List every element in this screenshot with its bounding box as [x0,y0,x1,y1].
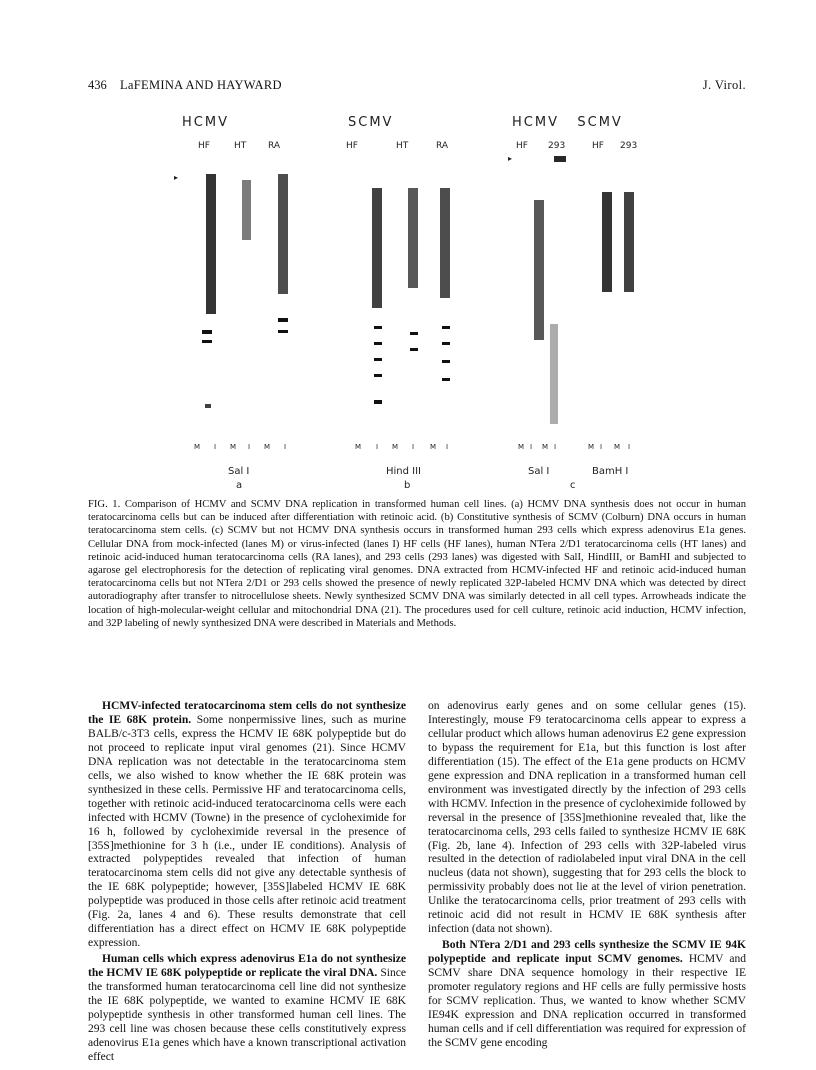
panel-b-marker-6: I [446,443,449,451]
panel-c-enzyme-2: BamH I [592,466,629,477]
panel-a-marker-5: M [264,443,271,451]
panel-c-letter: c [570,480,576,491]
panel-b-lane-ra: RA [436,141,449,151]
panel-a-bands [202,174,288,408]
right-column [428,700,746,1053]
panel-b-marker-4: I [412,443,415,451]
panel-c-marker-2: I [530,443,533,451]
panel-c-lane-293-2: 293 [620,141,638,151]
paragraph-text: HCMV and SCMV share DNA sequence homology in their respective IE promoter regulatory regions and HF cells are fully permissive hosts for SCMV replication. Thus, we wanted to know whether SCMV IE94K expression and DNA replication occurred in transformed human cells and if cell differentiation was required for expression of the SCMV gene encoding [428,953,747,1049]
panel-c-marker-3: M [542,443,549,451]
panel-a-marker-2: I [214,443,217,451]
panel-c-marker-7: M [614,443,621,451]
panel-c-bands [534,156,634,424]
panel-c-lane-293-1: 293 [548,141,566,151]
running-authors: LaFEMINA AND HAYWARD [120,78,282,92]
panel-a-virus-label: HCMV [182,115,229,130]
panel-a-arrowhead: ▸ [174,173,179,182]
panel-a-marker-4: I [248,443,251,451]
panel-b-marker-5: M [430,443,437,451]
panel-b-marker-3: M [392,443,399,451]
section-heading: Human cells which express adenovirus E1a do not synthesize the HCMV IE 68K polypeptide or replicate the viral DNA. [88,953,406,980]
journal-name: J. Virol. [702,78,746,92]
panel-b-letter: b [404,480,411,491]
gel-figure [150,104,670,494]
paragraph [88,700,406,951]
paragraph-text: Some nonpermissive lines, such as murine BALB/c-3T3 cells, express the HCMV IE 68K polypeptide but do not proceed to replicate input viral genomes (21). Since HCMV DNA replication was not detectable in the teratocarcinoma stem cells, we also wished to know whether the IE 68K protein was synthesized in these cells. Permissive HF and teratocarcinoma cells, together with retinoic acid-induced teratocarcinoma cells were each infected with HCMV (Towne) in the presence of cycloheximide for 16 h, followed by cycloheximide reversal in the presence of [35S]methionine for 3 h (i.e., under IE conditions). Analysis of extracted polypeptides revealed that infection of human teratocarcinoma stem cells did not give any detectable synthesis of the IE 68K polypeptide; however, [35S]labeled HCMV IE 68K polypeptide was produced in those cells after retinoic acid treatment (Fig. 2a, lanes 4 and 6). These results demonstrate that cell differentiation has a direct effect on HCMV IE 68K polypeptide expression. [88,713,407,950]
panel-a-marker-3: M [230,443,237,451]
paragraph-text: Since the transformed human teratocarcinoma cell line did not synthesize the IE 68K polypeptide, we wanted to examine HCMV IE 68K polypeptide synthesis in other transformed human cell lines. The 293 cell line was chosen because these cells constitutively express adenovirus E1a genes which have a known transcriptional activation effect [88,967,406,1063]
section-heading: Both NTera 2/D1 and 293 cells synthesize the SCMV IE 94K polypeptide and replicate input SCMV genomes. [428,939,746,966]
panel-a-marker-1: M [194,443,201,451]
panel-c-marker-1: M [518,443,525,451]
panel-b-marker-1: M [355,443,362,451]
left-column [88,700,406,1067]
panel-c-enzyme-1: Sal I [528,466,550,477]
panel-b-marker-2: I [376,443,379,451]
panel-c-marker-4: I [554,443,557,451]
panel-c-marker-8: I [628,443,631,451]
paragraph [428,939,746,1051]
panel-c-lane-hf-1: HF [516,141,528,151]
panel-a-marker-6: I [284,443,287,451]
gel-autoradiograph [150,104,670,494]
panel-c-lane-hf-2: HF [592,141,604,151]
panel-a-lane-ht: HT [234,141,247,151]
panel-b-lane-ht: HT [396,141,409,151]
figure-caption: FIG. 1. Comparison of HCMV and SCMV DNA replication in transformed human cell lines. (a) HCMV DNA synthesis does not occur in human teratocarcinoma cells but can be induced after differentiation with retinoic acid. (b) Constitutive synthesis of SCMV (Colburn) DNA occurs in human teratocarcinoma stem cells. (c) SCMV but not HCMV DNA synthesis occurs in transformed human 293 cells which express adenovirus E1a genes. Cellular DNA from mock-infected (lanes M) or virus-infected (lanes I) HF cells (HF lanes), human NTera 2/D1 teratocarcinoma cells (HT lanes) and retinoic acid-induced human teratocarcinoma cells (RA lanes), and 293 cells (293 lanes) was digested with SalI, HindIII, or BamHI and subjected to agarose gel electrophoresis for the detection of replicating viral genomes. DNA extracted from HCMV-infected HF and retinoic acid-induced human teratocarcinoma cells but not NTera 2/D1 or 293 cells showed the presence of newly replicated 32P-labeled HCMV DNA which was detected by direct autoradiography after transfer to nitrocellulose sheets. Newly synthesized SCMV DNA was similarly detected in all cell types. Arrowheads indicate the location of high-molecular-weight cellular and mitochondrial DNA (21). The procedures used for cell culture, retinoic acid induction, HCMV infection, and 32P labeling of newly synthesized DNA were described in Materials and Methods. [88,499,746,629]
panel-b-lane-hf: HF [346,141,358,151]
panel-b-virus-label: SCMV [348,115,394,130]
panel-c-marker-6: I [600,443,603,451]
running-header [88,78,746,96]
panel-a-lane-ra: RA [268,141,281,151]
panel-b-enzyme: Hind III [386,466,422,477]
paragraph [428,700,746,937]
section-heading: HCMV-infected teratocarcinoma stem cells do not synthesize the IE 68K protein. [88,700,406,726]
paragraph [88,953,406,1065]
page-number: 436 [88,78,107,92]
paragraph-text: on adenovirus early genes and on some cellular genes (15). Interestingly, mouse F9 teratocarcinoma cells appear to express a cellular product which allows human adenovirus E2 gene expression to bypass the requirement for E1a, but this function is lost after differentiation (15). The effect of the E1a gene products on HCMV gene expression and DNA replication in a transformed human cell environment was investigated directly by the infection of 293 cells with HCMV. Infection in the presence of cycloheximide followed by reversal in the presence of [35S]methionine revealed that, like the teratocarcinoma cells, 293 cells failed to synthesize HCMV IE 68K (Fig. 2b, lane 4). Infection of 293 cells with 32P-labeled virus resulted in the detection of radiolabeled input viral DNA in the cell nucleus (data not shown), suggesting that for 293 cells the block to permissivity probably does not lie at the level of virion penetration. Unlike the teratocarcinoma cells, prior treatment of 293 cells with retinoic acid did not result in HCMV IE 68K synthesis after infection (data not shown). [428,700,746,936]
panel-c-arrowhead: ▸ [508,154,513,163]
panel-a-lane-hf: HF [198,141,210,151]
panel-b-bands [372,188,450,404]
panel-c-virus-label: HCMV SCMV [512,115,623,130]
panel-c-marker-5: M [588,443,595,451]
panel-a-enzyme: Sal I [228,466,250,477]
panel-a-letter: a [236,480,243,491]
